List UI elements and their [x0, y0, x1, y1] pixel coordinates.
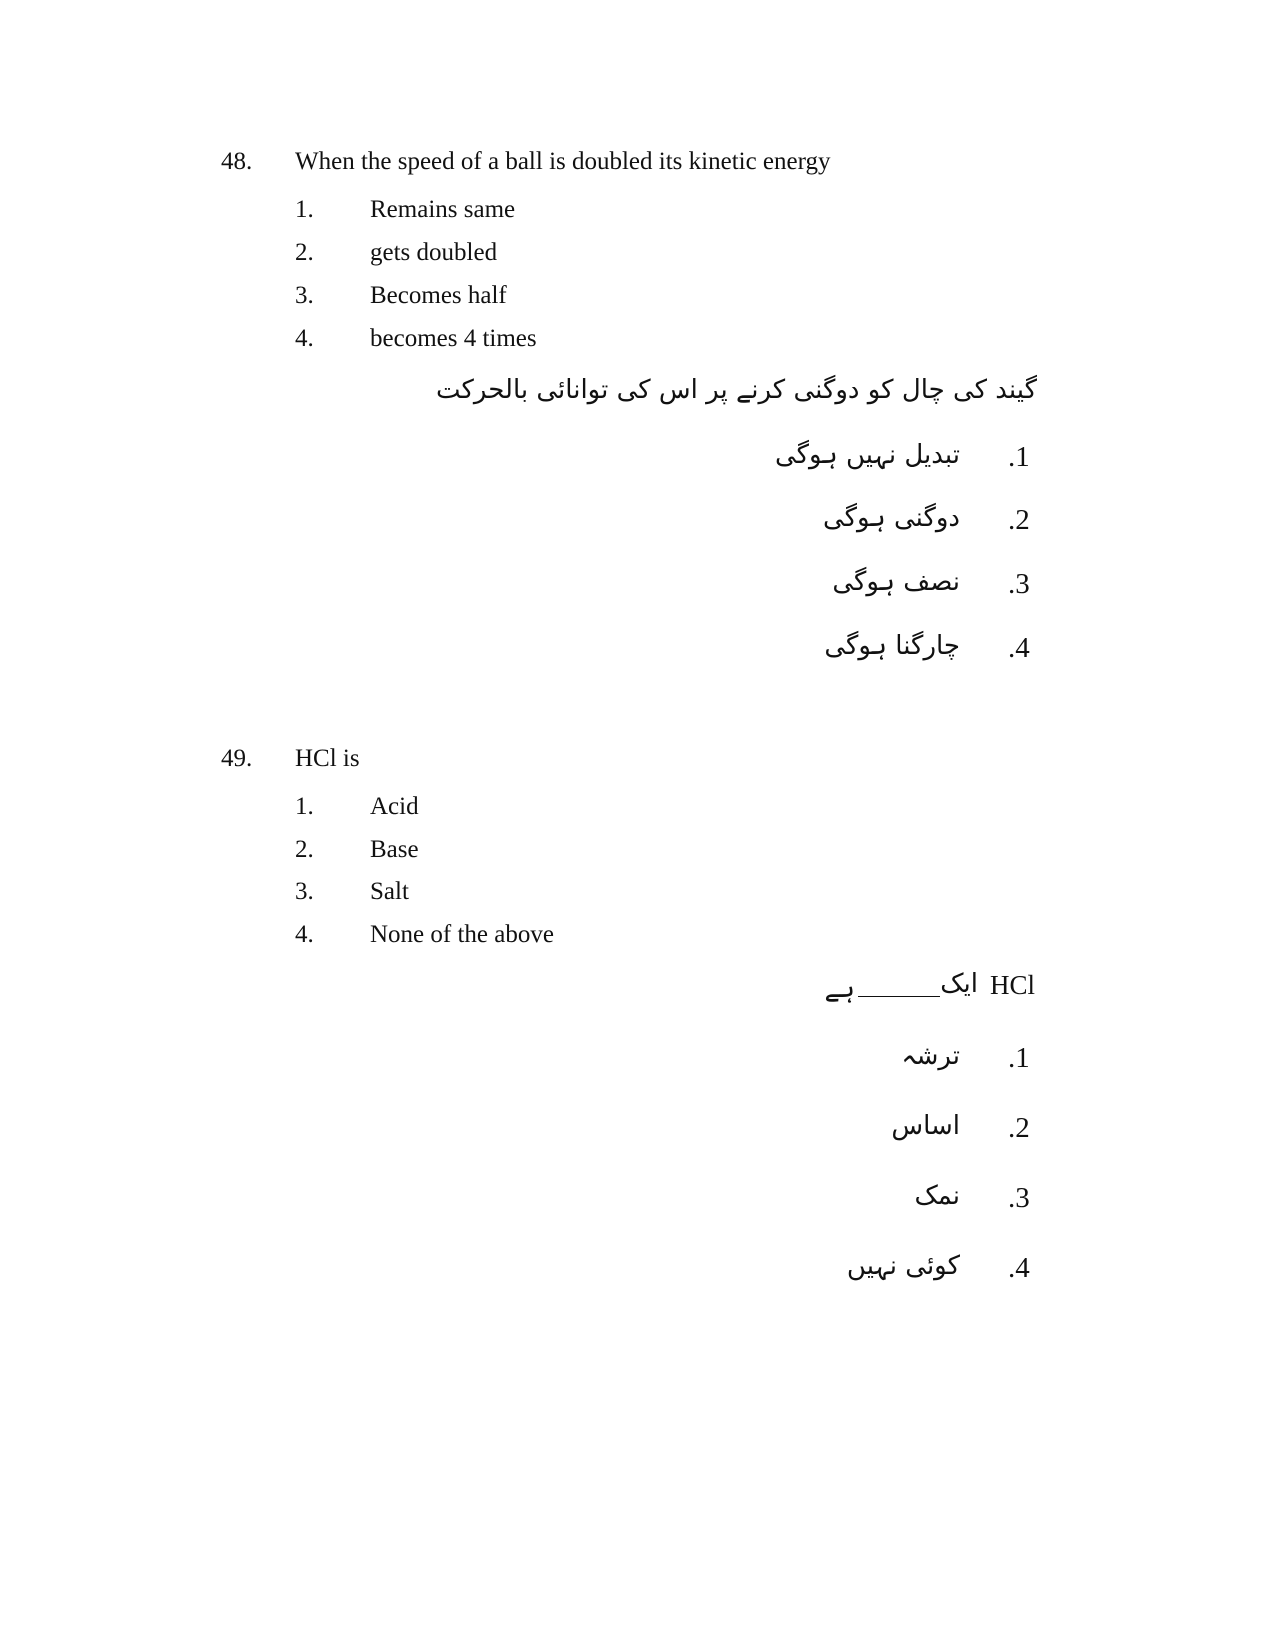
urdu-option-number: .4: [1008, 1252, 1030, 1284]
urdu-option-text: چارگنا ہوگی: [824, 631, 960, 661]
urdu-option-number: .3: [1008, 568, 1030, 600]
question-text: HCl is: [295, 745, 360, 772]
option-number: 1.: [295, 196, 314, 223]
urdu-option-text: نمک: [914, 1181, 960, 1211]
urdu-question-word: ہے: [824, 974, 855, 1004]
option-number: 2.: [295, 836, 314, 863]
fill-in-blank-line: [858, 996, 940, 997]
option-text: None of the above: [370, 921, 554, 948]
question-number: 48.: [221, 148, 253, 175]
urdu-option-number: .4: [1008, 632, 1030, 664]
option-number: 4.: [295, 325, 314, 352]
option-text: Becomes half: [370, 282, 507, 309]
urdu-option-number: .1: [1008, 441, 1030, 473]
option-number: 4.: [295, 921, 314, 948]
option-text: Salt: [370, 878, 409, 905]
urdu-option-number: .2: [1008, 1112, 1030, 1144]
urdu-question-formula: HCl: [990, 970, 1036, 1000]
urdu-option-number: .1: [1008, 1042, 1030, 1074]
urdu-option-text: دوگنی ہوگی: [822, 503, 960, 533]
urdu-option-text: نصف ہوگی: [832, 567, 960, 597]
urdu-option-text: اساس: [891, 1111, 960, 1141]
option-text: becomes 4 times: [370, 325, 537, 352]
urdu-option-text: تبدیل نہیں ہوگی: [774, 440, 960, 470]
urdu-question-text: گیند کی چال کو دوگنی کرنے پر اس کی توانائی بالحرکت: [436, 375, 1037, 405]
option-number: 3.: [295, 878, 314, 905]
urdu-option-text: کوئی نہیں: [846, 1251, 960, 1281]
option-text: Base: [370, 836, 419, 863]
question-text: When the speed of a ball is doubled its kinetic energy: [295, 148, 831, 175]
urdu-option-text: ترشہ: [901, 1041, 960, 1071]
urdu-option-number: .3: [1008, 1182, 1030, 1214]
urdu-option-number: .2: [1008, 504, 1030, 536]
option-number: 1.: [295, 793, 314, 820]
option-text: gets doubled: [370, 239, 498, 266]
option-text: Acid: [370, 793, 419, 820]
option-number: 3.: [295, 282, 314, 309]
option-number: 2.: [295, 239, 314, 266]
option-text: Remains same: [370, 196, 516, 223]
urdu-question-word: ایک: [940, 969, 978, 999]
question-number: 49.: [221, 745, 253, 772]
